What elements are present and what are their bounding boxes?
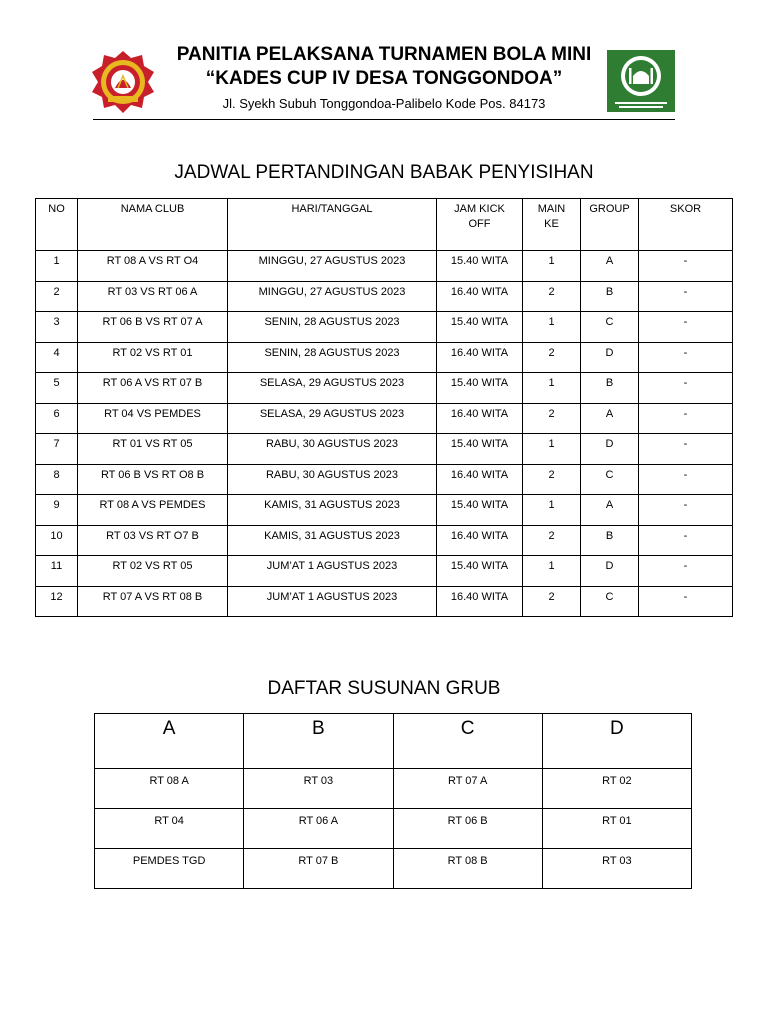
groups-header-row <box>95 714 692 769</box>
table-cell: RT 07 B <box>244 849 393 889</box>
table-cell: 2 <box>523 342 581 373</box>
table-cell: MINGGU, 27 AGUSTUS 2023 <box>228 251 437 282</box>
organizer-title: PANITIA PELAKSANA TURNAMEN BOLA MINI <box>176 44 592 65</box>
table-cell: 1 <box>523 556 581 587</box>
table-cell: 1 <box>523 373 581 404</box>
table-cell: SENIN, 28 AGUSTUS 2023 <box>228 312 437 343</box>
table-cell: 16.40 WITA <box>437 281 523 312</box>
schedule-column-header: HARI/TANGGAL <box>228 199 437 251</box>
group-column-header: B <box>244 714 393 769</box>
schedule-column-header: GROUP <box>581 199 639 251</box>
table-cell: - <box>639 342 733 373</box>
table-cell: 16.40 WITA <box>437 464 523 495</box>
table-cell: - <box>639 525 733 556</box>
table-cell: D <box>581 434 639 465</box>
table-cell: RT 06 B VS RT O8 B <box>78 464 228 495</box>
table-cell: B <box>581 373 639 404</box>
table-cell: - <box>639 281 733 312</box>
table-cell: B <box>581 525 639 556</box>
table-cell: RT 06 A VS RT 07 B <box>78 373 228 404</box>
table-cell: 16.40 WITA <box>437 586 523 617</box>
table-row <box>36 342 733 373</box>
table-cell: SENIN, 28 AGUSTUS 2023 <box>228 342 437 373</box>
table-cell: - <box>639 586 733 617</box>
table-cell: 15.40 WITA <box>437 434 523 465</box>
table-row <box>95 809 692 849</box>
table-row <box>36 251 733 282</box>
table-cell: A <box>581 495 639 526</box>
groups-title: DAFTAR SUSUNAN GRUB <box>267 678 501 699</box>
schedule-column-header: NAMA CLUB <box>78 199 228 251</box>
table-cell: 1 <box>523 251 581 282</box>
table-cell: RT 02 VS RT 05 <box>78 556 228 587</box>
table-cell: 15.40 WITA <box>437 556 523 587</box>
schedule-table <box>35 198 733 617</box>
table-cell: 10 <box>36 525 78 556</box>
table-cell: RT 07 A VS RT 08 B <box>78 586 228 617</box>
groups-body <box>95 769 692 889</box>
table-cell: RT 07 A <box>393 769 542 809</box>
table-cell: RT 02 <box>542 769 691 809</box>
table-row <box>95 769 692 809</box>
table-cell: - <box>639 464 733 495</box>
letterhead <box>0 40 768 120</box>
table-cell: 2 <box>523 525 581 556</box>
table-cell: RABU, 30 AGUSTUS 2023 <box>228 464 437 495</box>
table-cell: 5 <box>36 373 78 404</box>
table-cell: RT 01 <box>542 809 691 849</box>
table-cell: RT 08 A VS RT O4 <box>78 251 228 282</box>
table-row <box>36 373 733 404</box>
table-cell: 2 <box>523 403 581 434</box>
table-cell: 6 <box>36 403 78 434</box>
table-cell: C <box>581 586 639 617</box>
mosque-emblem-icon <box>607 50 675 112</box>
table-row <box>36 403 733 434</box>
table-cell: 8 <box>36 464 78 495</box>
schedule-header-row <box>36 199 733 251</box>
table-cell: 2 <box>523 281 581 312</box>
table-row <box>36 281 733 312</box>
table-row <box>36 525 733 556</box>
group-column-header: C <box>393 714 542 769</box>
table-cell: 15.40 WITA <box>437 312 523 343</box>
table-cell: RT 03 VS RT 06 A <box>78 281 228 312</box>
table-row <box>36 312 733 343</box>
table-cell: RT 06 B <box>393 809 542 849</box>
group-column-header: A <box>95 714 244 769</box>
table-cell: RT 06 A <box>244 809 393 849</box>
table-cell: JUM’AT 1 AGUSTUS 2023 <box>228 556 437 587</box>
table-cell: 7 <box>36 434 78 465</box>
table-cell: C <box>581 464 639 495</box>
table-row <box>36 586 733 617</box>
table-cell: RABU, 30 AGUSTUS 2023 <box>228 434 437 465</box>
schedule-column-header: NO <box>36 199 78 251</box>
table-row <box>36 495 733 526</box>
table-cell: RT 08 B <box>393 849 542 889</box>
table-cell: - <box>639 434 733 465</box>
groups-table <box>94 713 692 889</box>
schedule-body <box>36 251 733 617</box>
table-cell: 16.40 WITA <box>437 403 523 434</box>
table-cell: 3 <box>36 312 78 343</box>
group-column-header: D <box>542 714 691 769</box>
table-cell: 16.40 WITA <box>437 525 523 556</box>
table-cell: SELASA, 29 AGUSTUS 2023 <box>228 373 437 404</box>
table-cell: - <box>639 556 733 587</box>
table-cell: 15.40 WITA <box>437 495 523 526</box>
table-cell: RT 03 <box>244 769 393 809</box>
table-row <box>36 556 733 587</box>
table-cell: - <box>639 403 733 434</box>
table-cell: - <box>639 495 733 526</box>
table-cell: 16.40 WITA <box>437 342 523 373</box>
table-cell: 1 <box>36 251 78 282</box>
table-cell: RT 06 B VS RT 07 A <box>78 312 228 343</box>
schedule-column-header: MAIN KE <box>523 199 581 251</box>
table-cell: - <box>639 373 733 404</box>
table-cell: 1 <box>523 495 581 526</box>
table-cell: A <box>581 251 639 282</box>
event-title: “KADES CUP IV DESA TONGGONDOA” <box>205 68 563 89</box>
table-cell: RT 08 A VS PEMDES <box>78 495 228 526</box>
table-cell: KAMIS, 31 AGUSTUS 2023 <box>228 495 437 526</box>
table-row <box>36 464 733 495</box>
table-cell: 4 <box>36 342 78 373</box>
table-cell: MINGGU, 27 AGUSTUS 2023 <box>228 281 437 312</box>
table-cell: 9 <box>36 495 78 526</box>
header-divider <box>93 119 675 120</box>
schedule-column-header: SKOR <box>639 199 733 251</box>
table-cell: 11 <box>36 556 78 587</box>
table-cell: D <box>581 342 639 373</box>
table-cell: B <box>581 281 639 312</box>
table-cell: RT 03 <box>542 849 691 889</box>
table-cell: 12 <box>36 586 78 617</box>
table-cell: RT 01 VS RT 05 <box>78 434 228 465</box>
table-cell: 2 <box>523 464 581 495</box>
table-cell: 1 <box>523 434 581 465</box>
table-cell: C <box>581 312 639 343</box>
table-cell: D <box>581 556 639 587</box>
table-cell: A <box>581 403 639 434</box>
schedule-column-header: JAM KICK OFF <box>437 199 523 251</box>
table-cell: 2 <box>36 281 78 312</box>
table-cell: 1 <box>523 312 581 343</box>
table-cell: SELASA, 29 AGUSTUS 2023 <box>228 403 437 434</box>
table-cell: RT 03 VS RT O7 B <box>78 525 228 556</box>
table-cell: - <box>639 312 733 343</box>
address: Jl. Syekh Subuh Tonggondoa-Palibelo Kode Pos. 84173 <box>222 96 546 111</box>
table-cell: - <box>639 251 733 282</box>
table-cell: PEMDES TGD <box>95 849 244 889</box>
table-cell: 15.40 WITA <box>437 251 523 282</box>
table-cell: KAMIS, 31 AGUSTUS 2023 <box>228 525 437 556</box>
table-cell: RT 04 VS PEMDES <box>78 403 228 434</box>
table-row <box>95 849 692 889</box>
table-cell: JUM’AT 1 AGUSTUS 2023 <box>228 586 437 617</box>
table-row <box>36 434 733 465</box>
table-cell: 2 <box>523 586 581 617</box>
schedule-title: JADWAL PERTANDINGAN BABAK PENYISIHAN <box>174 162 594 183</box>
table-cell: 15.40 WITA <box>437 373 523 404</box>
table-cell: RT 08 A <box>95 769 244 809</box>
table-cell: RT 02 VS RT 01 <box>78 342 228 373</box>
table-cell: RT 04 <box>95 809 244 849</box>
